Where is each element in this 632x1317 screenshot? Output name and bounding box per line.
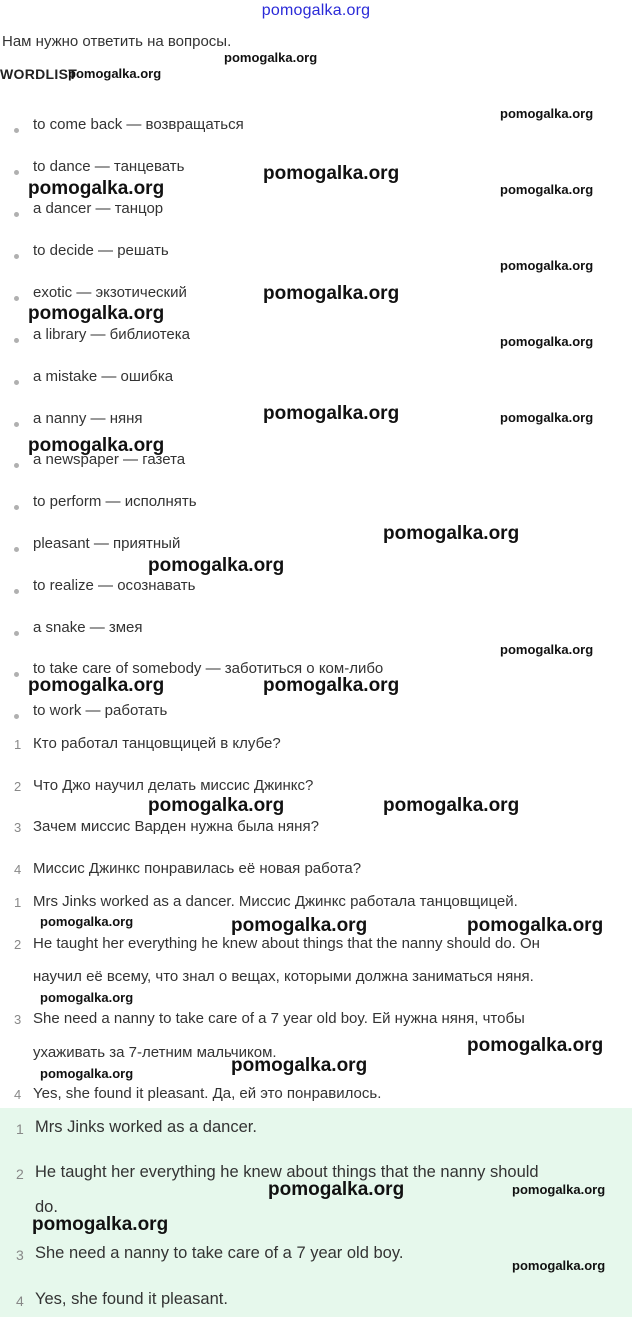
watermark: pomogalka.org [500, 642, 594, 657]
bullet-icon [14, 254, 19, 259]
watermark: pomogalka.org [383, 523, 520, 544]
bullet-icon [14, 505, 19, 510]
wordlist-item: to decide — решать [33, 242, 169, 259]
wordlist-item: to take care of somebody — заботиться о ком-либо [33, 660, 384, 677]
highlight-answer-number: 2 [16, 1166, 24, 1182]
highlight-answer-number: 1 [16, 1121, 24, 1137]
watermark: pomogalka.org [231, 1055, 368, 1076]
watermark: pomogalka.org [383, 795, 520, 816]
watermark: pomogalka.org [500, 334, 594, 349]
answer-line: She need a nanny to take care of a 7 year old boy. Ей нужна няня, чтобы [33, 1010, 525, 1027]
bullet-icon [14, 170, 19, 175]
bullet-icon [14, 589, 19, 594]
watermark: pomogalka.org [500, 258, 594, 273]
watermark: pomogalka.org [148, 555, 285, 576]
wordlist-item: a library — библиотека [33, 326, 190, 343]
wordlist-item: a mistake — ошибка [33, 368, 174, 385]
watermark: pomogalka.org [40, 990, 134, 1005]
highlight-answer-line: Mrs Jinks worked as a dancer. [35, 1118, 257, 1136]
answer-line: Yes, she found it pleasant. Да, ей это понравилось. [33, 1085, 382, 1102]
highlight-answer-line: Yes, she found it pleasant. [35, 1290, 228, 1308]
bullet-icon [14, 296, 19, 301]
question-number: 2 [14, 779, 22, 794]
wordlist-item: to come back — возвращаться [33, 116, 244, 133]
bullet-icon [14, 212, 19, 217]
highlight-answer-line: do. [35, 1198, 58, 1216]
watermark: pomogalka.org [263, 163, 400, 184]
answer-line: ухаживать за 7-летним мальчиком. [33, 1044, 277, 1061]
watermark: pomogalka.org [28, 178, 165, 199]
bullet-icon [14, 380, 19, 385]
wordlist-item: to perform — исполнять [33, 493, 197, 510]
wordlist-item: to realize — осознавать [33, 577, 196, 594]
answer-line: He taught her everything he knew about things that the nanny should do. Он [33, 935, 540, 952]
watermark: pomogalka.org [28, 303, 165, 324]
watermark: pomogalka.org [28, 435, 165, 456]
watermark: pomogalka.org [512, 1182, 606, 1197]
wordlist-item: a snake — змея [33, 619, 143, 636]
answer-line: Mrs Jinks worked as a dancer. Миссис Джинкс работала танцовщицей. [33, 893, 518, 910]
question-number: 4 [14, 862, 22, 877]
bullet-icon [14, 547, 19, 552]
watermark: pomogalka.org [500, 410, 594, 425]
watermark: pomogalka.org [467, 1035, 604, 1056]
intro-text: Нам нужно ответить на вопросы. [2, 33, 232, 50]
answer-line: научил её всему, что знал о вещах, которыми должна заниматься няня. [33, 968, 534, 985]
watermark: pomogalka.org [512, 1258, 606, 1273]
bullet-icon [14, 672, 19, 677]
watermark: pomogalka.org [263, 675, 400, 696]
bullet-icon [14, 128, 19, 133]
question-text: Кто работал танцовщицей в клубе? [33, 735, 281, 752]
watermark: pomogalka.org [40, 1066, 134, 1081]
highlight-answer-number: 4 [16, 1293, 24, 1309]
bullet-icon [14, 714, 19, 719]
watermark: pomogalka.org [68, 66, 162, 81]
wordlist-item: a dancer — танцор [33, 200, 164, 217]
wordlist-item: a newspaper — газета [33, 451, 186, 468]
site-header-link[interactable]: pomogalka.org [261, 2, 371, 19]
wordlist-item: to work — работать [33, 702, 168, 719]
watermark: pomogalka.org [224, 50, 318, 65]
watermark: pomogalka.org [32, 1214, 169, 1235]
question-text: Зачем миссис Варден нужна была няня? [33, 818, 319, 835]
watermark: pomogalka.org [40, 914, 134, 929]
highlight-answer-line: She need a nanny to take care of a 7 year old boy. [35, 1244, 404, 1262]
watermark: pomogalka.org [500, 106, 594, 121]
watermark: pomogalka.org [263, 283, 400, 304]
highlight-answer-line: He taught her everything he knew about things that the nanny should [35, 1163, 539, 1181]
watermark: pomogalka.org [263, 403, 400, 424]
question-number: 3 [14, 820, 22, 835]
bullet-icon [14, 338, 19, 343]
highlight-answer-number: 3 [16, 1247, 24, 1263]
question-number: 1 [14, 737, 22, 752]
watermark: pomogalka.org [231, 915, 368, 936]
watermark: pomogalka.org [500, 182, 594, 197]
watermark: pomogalka.org [467, 915, 604, 936]
wordlist-item: a nanny — няня [33, 410, 143, 427]
question-text: Миссис Джинкс понравилась её новая работа? [33, 860, 362, 877]
watermark: pomogalka.org [148, 795, 285, 816]
wordlist-item: to dance — танцевать [33, 158, 185, 175]
wordlist-item: pleasant — приятный [33, 535, 181, 552]
answer-number: 1 [14, 895, 22, 910]
wordlist-title: WORDLIST [0, 66, 78, 82]
answer-number: 4 [14, 1087, 22, 1102]
bullet-icon [14, 631, 19, 636]
watermark: pomogalka.org [28, 675, 165, 696]
question-text: Что Джо научил делать миссис Джинкс? [33, 777, 314, 794]
answer-number: 2 [14, 937, 22, 952]
highlighted-answers-box [0, 1108, 632, 1317]
wordlist-item: exotic — экзотический [33, 284, 187, 301]
answer-number: 3 [14, 1012, 22, 1027]
bullet-icon [14, 422, 19, 427]
watermark: pomogalka.org [268, 1179, 405, 1200]
bullet-icon [14, 463, 19, 468]
